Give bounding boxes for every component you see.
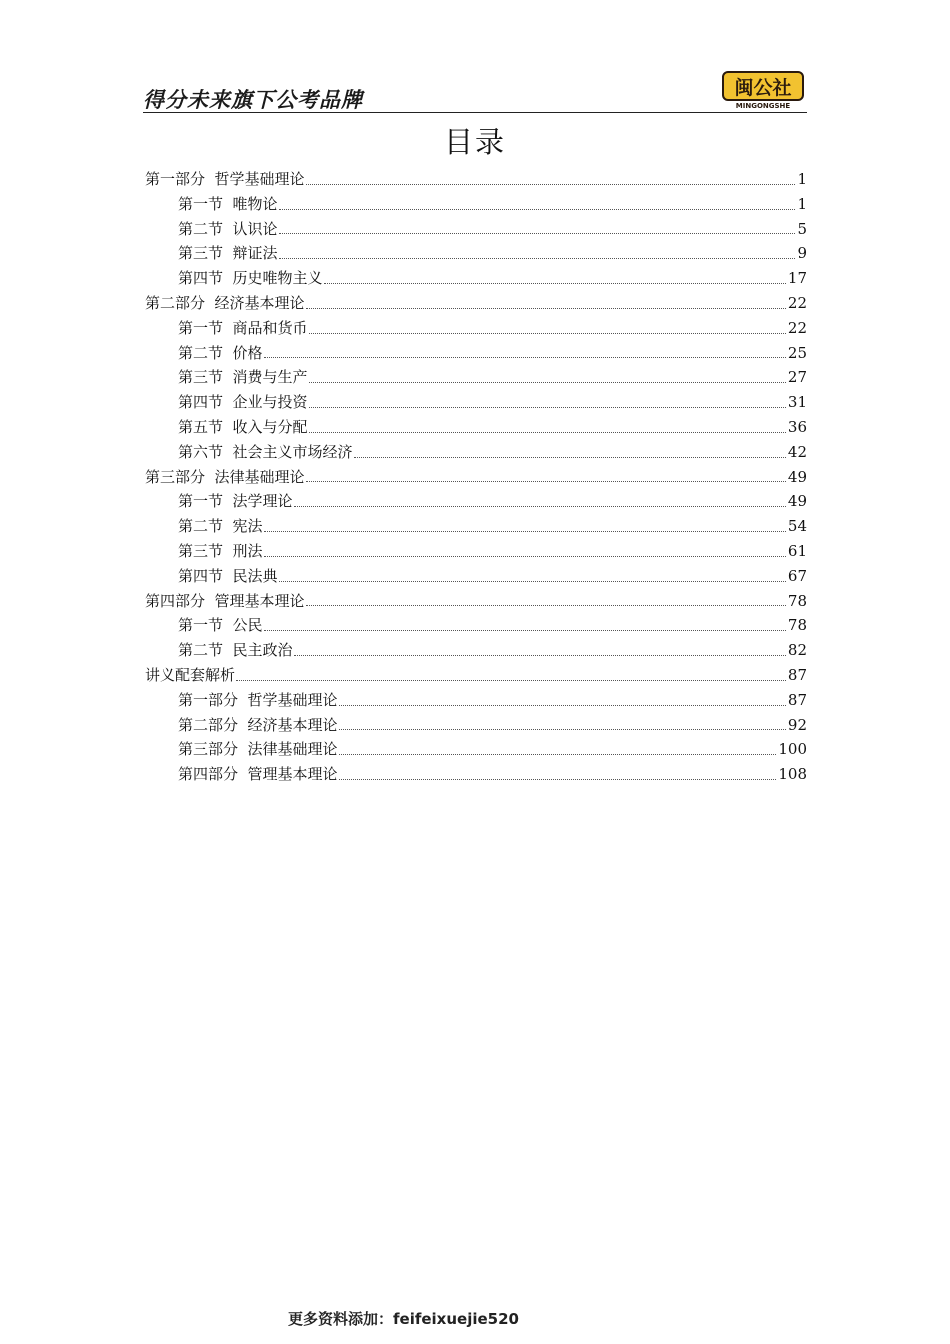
toc-entry-page: 54: [787, 517, 807, 536]
toc-leader-dots: [264, 356, 786, 358]
toc-leader-dots: [279, 580, 786, 582]
toc-entry[interactable]: [145, 390, 807, 415]
toc-entry-label: 第二节 价格: [178, 343, 263, 362]
toc-entry[interactable]: [145, 217, 807, 242]
toc-leader-dots: [306, 183, 796, 185]
toc-entry[interactable]: [145, 192, 807, 217]
toc-entry[interactable]: [145, 489, 807, 514]
toc-entry[interactable]: [145, 415, 807, 440]
toc-leader-dots: [264, 555, 786, 557]
brand-slogan: 得分未来旗下公考品牌: [143, 88, 363, 112]
toc-entry-label: 第二节 认识论: [178, 219, 278, 238]
toc-entry-label: 第三部分 法律基础理论: [178, 740, 338, 759]
toc-entry-label: 第四节 历史唯物主义: [178, 269, 323, 288]
toc-entry-page: 61: [787, 541, 807, 560]
toc-entry-page: 108: [778, 765, 807, 784]
toc-entry[interactable]: [145, 762, 807, 787]
toc-leader-dots: [236, 679, 786, 681]
toc-leader-dots: [264, 629, 786, 631]
toc-entry[interactable]: [145, 241, 807, 266]
toc-entry[interactable]: [145, 291, 807, 316]
toc-entry-label: 第四部分 管理基本理论: [178, 765, 338, 784]
toc-entry-page: 82: [787, 641, 807, 660]
toc-entry[interactable]: [145, 316, 807, 341]
toc-leader-dots: [279, 232, 796, 234]
toc-entry-label: 第二部分 经济基本理论: [178, 715, 338, 734]
toc-entry-page: 9: [797, 244, 807, 263]
toc-entry-page: 5: [797, 219, 807, 238]
logo-text: 闽公社: [734, 77, 792, 99]
toc-entry[interactable]: [145, 167, 807, 192]
toc-entry-page: 92: [787, 715, 807, 734]
toc-entry-label: 第一部分 哲学基础理论: [145, 170, 305, 188]
toc-entry[interactable]: [145, 564, 807, 589]
header-divider: [143, 112, 807, 113]
toc-leader-dots: [306, 604, 786, 606]
toc-entry-page: 42: [787, 442, 807, 461]
toc-entry[interactable]: [145, 737, 807, 762]
toc-entry-label: 第五节 收入与分配: [178, 417, 308, 436]
footer-note: 更多资料添加：feifeixuejie520: [288, 1310, 519, 1328]
toc-entry[interactable]: [145, 341, 807, 366]
toc-entry-page: 22: [787, 318, 807, 337]
toc-entry-label: 第一节 商品和货币: [178, 318, 308, 337]
page-header: [143, 70, 807, 114]
toc-entry[interactable]: [145, 365, 807, 390]
toc-leader-dots: [309, 406, 786, 408]
toc-entry-page: 36: [787, 417, 807, 436]
toc-entry-page: 87: [787, 665, 807, 684]
toc-entry-label: 第四节 民法典: [178, 566, 278, 585]
toc-entry[interactable]: [145, 266, 807, 291]
toc-entry[interactable]: [145, 440, 807, 465]
toc-entry-page: 49: [787, 467, 807, 486]
toc-entry-page: 17: [787, 269, 807, 288]
toc-entry[interactable]: [145, 539, 807, 564]
toc-entry-page: 25: [787, 343, 807, 362]
table-of-contents: [145, 167, 807, 787]
toc-entry-page: 87: [787, 690, 807, 709]
toc-entry[interactable]: [145, 589, 807, 614]
toc-leader-dots: [339, 753, 777, 755]
toc-entry[interactable]: [145, 638, 807, 663]
toc-entry-page: 27: [787, 368, 807, 387]
toc-entry-label: 第一节 公民: [178, 616, 263, 635]
mingongshe-logo: [721, 70, 805, 110]
toc-leader-dots: [324, 282, 786, 284]
toc-entry[interactable]: [145, 613, 807, 638]
toc-entry-label: 第二节 宪法: [178, 517, 263, 536]
toc-entry-page: 67: [787, 566, 807, 585]
toc-leader-dots: [306, 480, 786, 482]
toc-leader-dots: [306, 307, 786, 309]
toc-entry-label: 第一部分 哲学基础理论: [178, 690, 338, 709]
toc-entry-label: 第一节 唯物论: [178, 194, 278, 213]
toc-entry-label: 第二节 民主政治: [178, 641, 293, 660]
toc-leader-dots: [264, 530, 786, 532]
toc-entry-page: 78: [787, 591, 807, 610]
toc-leader-dots: [339, 778, 777, 780]
toc-leader-dots: [294, 654, 786, 656]
toc-entry-label: 第四部分 管理基本理论: [145, 591, 305, 610]
toc-entry[interactable]: [145, 713, 807, 738]
toc-entry-page: 31: [787, 393, 807, 412]
toc-leader-dots: [294, 505, 786, 507]
toc-entry-page: 22: [787, 293, 807, 312]
toc-leader-dots: [339, 704, 786, 706]
toc-entry-page: 100: [778, 740, 807, 759]
toc-leader-dots: [309, 332, 786, 334]
toc-entry-page: 1: [797, 194, 807, 213]
toc-entry[interactable]: [145, 514, 807, 539]
toc-entry-label: 第二部分 经济基本理论: [145, 293, 305, 312]
toc-entry-label: 第六节 社会主义市场经济: [178, 442, 353, 461]
toc-entry-label: 第三节 消费与生产: [178, 368, 308, 387]
toc-entry-page: 1: [797, 170, 807, 188]
toc-entry-label: 第三节 刑法: [178, 541, 263, 560]
toc-entry-page: 49: [787, 492, 807, 511]
toc-entry-label: 讲义配套解析: [145, 665, 236, 684]
toc-leader-dots: [279, 208, 796, 210]
toc-entry-page: 78: [787, 616, 807, 635]
toc-entry-label: 第四节 企业与投资: [178, 393, 308, 412]
toc-leader-dots: [279, 257, 796, 259]
toc-leader-dots: [309, 381, 786, 383]
toc-entry[interactable]: [145, 688, 807, 713]
toc-leader-dots: [354, 456, 786, 458]
logo-subtext: MINGONGSHE: [735, 102, 791, 110]
toc-entry-label: 第三节 辩证法: [178, 244, 278, 263]
toc-entry[interactable]: [145, 663, 807, 688]
toc-title: 目录: [443, 125, 506, 159]
toc-leader-dots: [339, 728, 786, 730]
toc-leader-dots: [309, 431, 786, 433]
toc-entry[interactable]: [145, 465, 807, 490]
toc-entry-label: 第一节 法学理论: [178, 492, 293, 511]
toc-entry-label: 第三部分 法律基础理论: [145, 467, 305, 486]
